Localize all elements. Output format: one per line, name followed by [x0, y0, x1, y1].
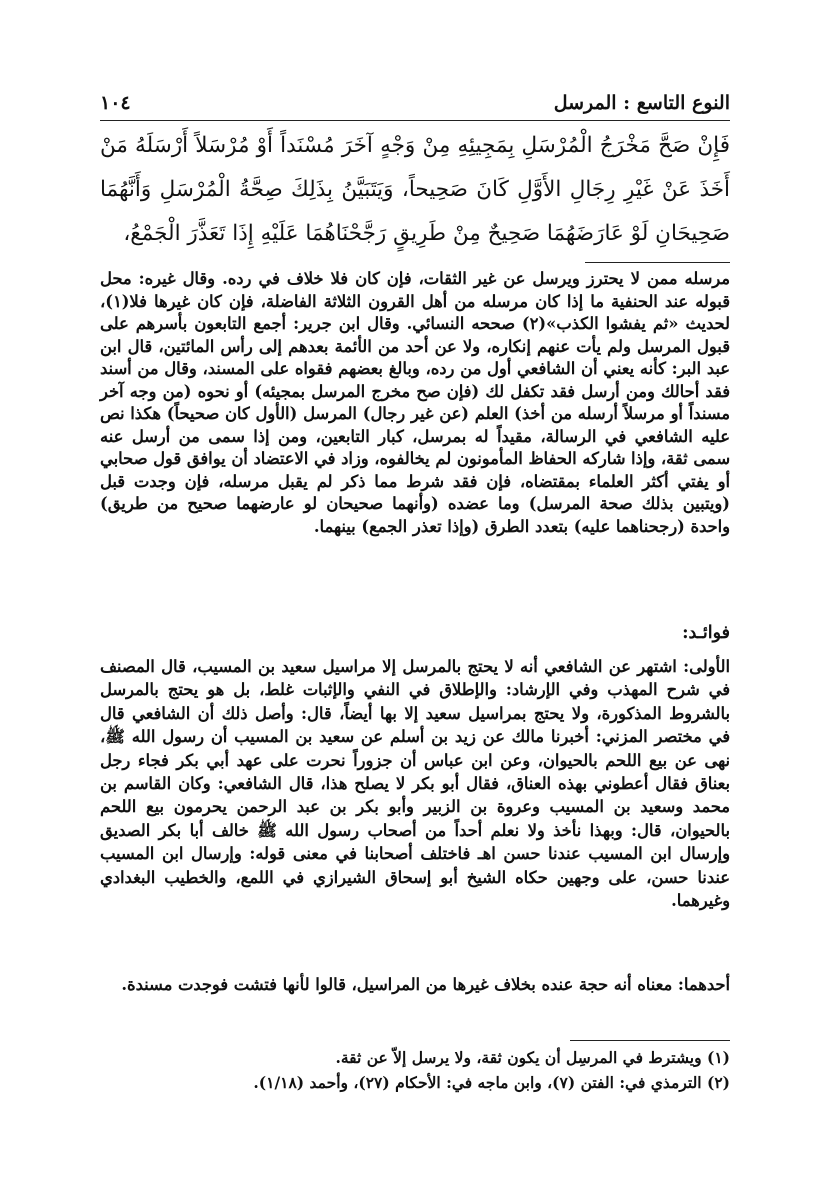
fawaid-heading: فوائـد: — [682, 623, 730, 643]
fawaid-first-paragraph: الأولى: اشتهر عن الشافعي أنه لا يحتج بالمرسل إلا مراسيل سعيد بن المسيب، قال المصنف في شرح المهذب وفي الإرشاد: والإطلاق في النفي والإثبات غلط، بل هو يحتج بالمرسل بالشروط المذكورة، ولا يحتج بمراسيل سعيد إلا بها أيضاً، قال: وأصل ذلك أن الشافعي قال في مختصر المزني: أخبرنا مالك عن زيد بن أسلم عن سعيد بن المسيب أن رسول الله ﷺ، نهى عن بيع اللحم بالحيوان، وعن ابن عباس أن جزوراً نحرت على عهد أبي بكر فجاء رجل بعناق فقال أعطوني بهذه العناق، فقال أبو بكر لا يصلح هذا، قال الشافعي: وكان القاسم بن محمد وسعيد بن المسيب وعروة بن الزبير وأبو بكر بن عبد الرحمن يحرمون بيع اللحم بالحيوان، قال: وبهذا نأخذ ولا نعلم أحداً من أصحاب رسول الله ﷺ خالف أبا بكر الصديق وإرسال ابن المسيب عندنا حسن اهـ فاختلف أصحابنا في معنى قوله: وإرسال ابن المسيب عندنا حسن، على وجهين حكاه الشيخ أبو إسحاق الشيرازي في اللمع، والخطيب البغدادي وغيرهما. — [100, 657, 730, 911]
matn-text: فَإِنْ صَحَّ مَخْرَجُ الْمُرْسَلِ بِمَجِيئِهِ مِنْ وَجْهٍ آخَرَ مُسْنَداً أَوْ مُرْسَلاً أَرْسَلَهُ مَنْ أَخَذَ عَنْ غَيْرِ رِجَالِ الأَوَّلِ كَانَ صَحِيحاً، وَيَتَبَيَّنُ بِذَلِكَ صِحَّةُ الْمُرْسَلِ وَأَنَّهُمَا صَحِيحَانِ لَوْ عَارَضَهُمَا صَحِيحٌ مِنْ طَرِيقٍ رَجَّحْنَاهُمَا عَلَيْهِ إِذَا تَعَذَّرَ الْجَمْعُ، — [100, 133, 730, 246]
commentary-paragraph: مرسله ممن لا يحترز ويرسل عن غير الثقات، فإن كان فلا خلاف في رده. وقال غيره: محل قبوله عند الحنفية ما إذا كان مرسله من أهل القرون الثلاثة الفاضلة، فإن كان غيرها فلا(١)، لحديث «ثم يفشوا الكذب»(٢) صححه النسائي. وقال ابن جرير: أجمع التابعون بأسرهم على قبول المرسل ولم يأت عنهم إنكاره، ولا عن أحد من الأئمة بعدهم إلى رأس المائتين، قال ابن عبد البر: كأنه يعني أن الشافعي أول من رده، وبالغ بعضهم فقواه على المسند، وقال من أسند فقد أحالك ومن أرسل فقد تكفل لك (فإن صح مخرج المرسل بمجيئه) أو نحوه (من وجه آخر مسنداً أو مرسلاً أرسله من أخذ) العلم (عن غير رجال) المرسل (الأول كان صحيحاً) هكذا نص عليه الشافعي في الرسالة، مقيداً له بمرسل، كبار التابعين، ومن إذا سمى من أرسل عنه سمى ثقة، وإذا شاركه الحفاظ المأمونون لم يخالفوه، وزاد في الاعتضاد أن يوافق قول صحابي أو يفتي أكثر العلماء بمقتضاه، فإن فقد شرط مما ذكر لم يقبل مرسله، فإن وجدت قبل (ويتبين بذلك صحة المرسل) وما عضده (وأنهما صحيحان لو عارضهما صحيح من طريق) واحدة (رجحناهما عليه) بتعدد الطرق (وإذا تعذر الجمع) بينهما. — [100, 269, 730, 536]
matn-divider — [585, 262, 730, 263]
running-header — [100, 90, 730, 121]
footnote-item: (١) ويشترط في المرسِل أن يكون ثقة، ولا يرسل إلاّ عن ثقة. — [335, 1048, 730, 1067]
page-number: ١٠٤ — [100, 92, 131, 114]
fawaid-second-paragraph: أحدهما: معناه أنه حجة عنده بخلاف غيرها من المراسيل، قالوا لأنها فتشت فوجدت مسندة. — [121, 975, 730, 994]
footnotes — [100, 1045, 730, 1095]
chapter-title: النوع التاسع : المرسل — [553, 92, 730, 114]
footnote-rule — [570, 1040, 730, 1041]
footnote-item: (٢) الترمذي في: الفتن (٧)، وابن ماجه في: الأحكام (٢٧)، وأحمد (١/١٨). — [253, 1073, 730, 1092]
